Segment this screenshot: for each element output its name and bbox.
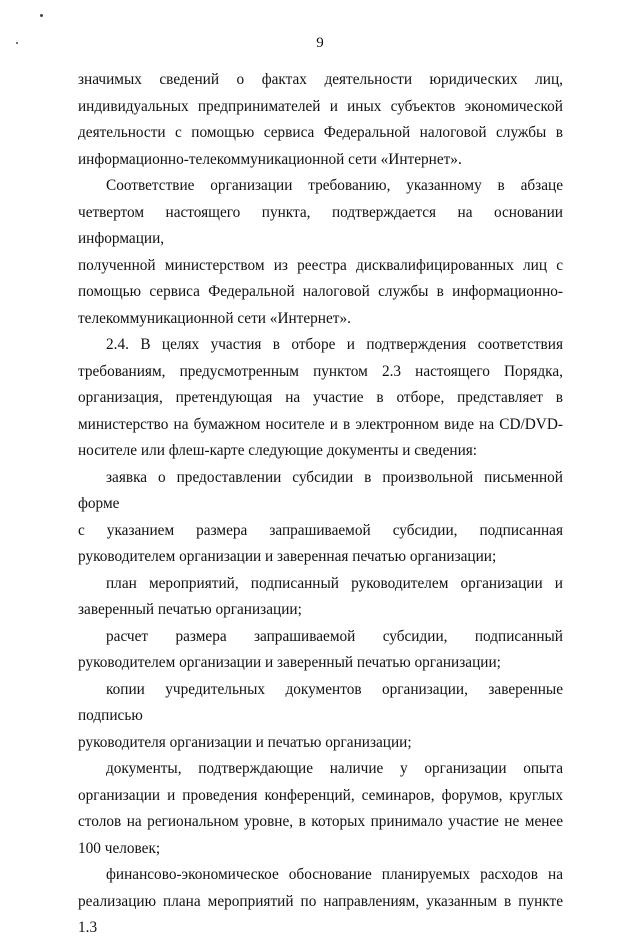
paragraph-line: финансово-экономическое обоснование планируемых расходов на [106,866,563,883]
paragraph [78,332,563,465]
paragraph [78,571,563,624]
paragraph-line: требованиям, предусмотренным пунктом 2.3 настоящего Порядка, [78,362,563,380]
paragraph-line: полученной министерством из реестра дисквалифицированных лиц с [78,256,563,274]
paragraph-line: министерство на бумажном носителе и в электронном виде на CD/DVD- [78,415,563,433]
paragraph-line: четвертом настоящего пункта, подтверждается на основании информации, [78,203,563,247]
paragraph-line: руководителем организации и заверенная печатью организации; [78,548,497,565]
paragraph-line: руководителя организации и печатью организации; [78,733,412,751]
paragraph-line: помощью сервиса Федеральной налоговой службы в информационно- [78,283,563,300]
page-number: 9 [316,35,324,51]
paragraph-line: деятельности с помощью сервиса Федеральной налоговой службы в [78,124,563,141]
paragraph-line: столов на региональном уровне, в которых принимало участие не менее [78,813,563,830]
paragraph [78,624,563,677]
paragraph [78,756,563,862]
paragraph-line: заявка о предоставлении субсидии в произвольной письменной форме [78,468,563,512]
paragraph-line: расчет размера запрашиваемой субсидии, подписанный [106,627,563,645]
paragraph-line: реализацию плана мероприятий по направлениям, указанным в пункте 1.3 [78,892,563,936]
paragraph [78,465,563,571]
paragraph-line: организация, претендующая на участие в отборе, представляет в [78,389,563,406]
paragraph-line: документы, подтверждающие наличие у организации опыта [106,760,563,777]
paragraph-line: заверенный печатью организации; [78,601,302,618]
paragraph-line: план мероприятий, подписанный руководителем организации и [106,574,563,592]
paragraph-line: организации и проведения конференций, семинаров, форумов, круглых [78,786,563,804]
paragraph [78,67,563,173]
paragraph-line: носителе или флеш-карте следующие документы и сведения: [78,442,478,459]
paragraph-line: индивидуальных предпринимателей и иных субъектов экономической [78,97,563,115]
paragraph-line: копии учредительных документов организации, заверенные подписью [78,680,563,724]
paragraph-line: информационно-телекоммуникационной сети «Интернет». [78,150,462,168]
paragraph-line: 100 человек; [78,839,161,857]
paragraph-line: телекоммуникационной сети «Интернет». [78,309,351,327]
paragraph [78,173,563,332]
paragraph [78,862,563,942]
paragraph [78,677,563,757]
scan-speck [40,14,43,17]
paragraph-line: с указанием размера запрашиваемой субсидии, подписанная [78,521,563,539]
document-body [78,67,563,942]
paragraph-line: 2.4. В целях участия в отборе и подтверждения соответствия [106,336,563,353]
paragraph-line: руководителем организации и заверенный печатью организации; [78,654,501,671]
paragraph-line: значимых сведений о фактах деятельности юридических лиц, [78,71,563,88]
paragraph-line: Соответствие организации требованию, указанному в абзаце [106,177,563,194]
